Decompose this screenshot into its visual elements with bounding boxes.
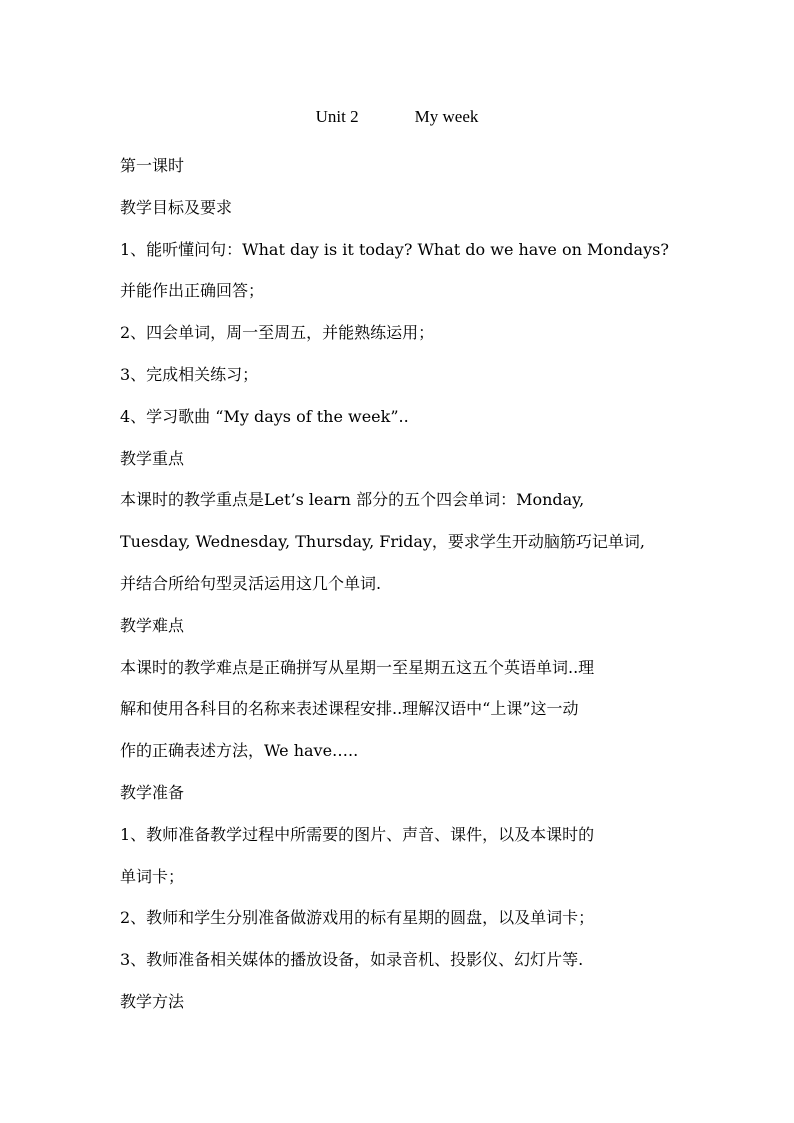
preparation-1: 1、教师准备教学过程中所需要的图片、声音、课件，以及本课时的 [120,824,595,844]
objective-1-cont: 并能作出正确回答； [120,281,265,301]
document-title [0,104,794,130]
objective-3: 3、完成相关练习； [120,364,259,384]
section-heading-preparation: 教学准备 [120,782,185,802]
document-body [120,145,680,1023]
key-points-line-3: 并结合所给句型灵活运用这几个单词. [120,573,382,593]
preparation-2: 2、教师和学生分别准备做游戏用的标有星期的圆盘，以及单词卡； [120,908,595,928]
section-heading-lesson: 第一课时 [120,156,185,175]
preparation-3: 3、教师准备相关媒体的播放设备，如录音机、投影仪、幻灯片等. [120,950,584,970]
preparation-1-cont: 单词卡； [120,866,185,886]
section-heading-objectives: 教学目标及要求 [120,197,233,217]
objective-2: 2、四会单词，周一至周五，并能熟练运用； [120,323,435,343]
difficulties-line-3: 作的正确表述方法，We have….. [120,741,359,761]
unit-name: My week [414,107,479,126]
section-heading-methods: 教学方法 [120,991,185,1011]
objective-4: 4、学习歌曲 “My days of the week”.. [120,406,409,426]
section-heading-key-points: 教学重点 [120,448,185,468]
objective-1: 1、能听懂问句：What day is it today? What do we have on Mondays? [120,239,669,259]
difficulties-line-1: 本课时的教学难点是正确拼写从星期一至星期五这五个英语单词..理 [120,657,595,677]
section-heading-difficulties: 教学难点 [120,615,185,635]
difficulties-line-2: 解和使用各科目的名称来表述课程安排..理解汉语中“上课”这一动 [120,699,579,719]
key-points-line-2: Tuesday, Wednesday, Thursday, Friday，要求学生开动脑筋巧记单词, [120,532,646,552]
key-points-line-1: 本课时的教学重点是Let’s learn 部分的五个四会单词：Monday, [120,490,585,510]
unit-number: Unit 2 [315,107,359,126]
